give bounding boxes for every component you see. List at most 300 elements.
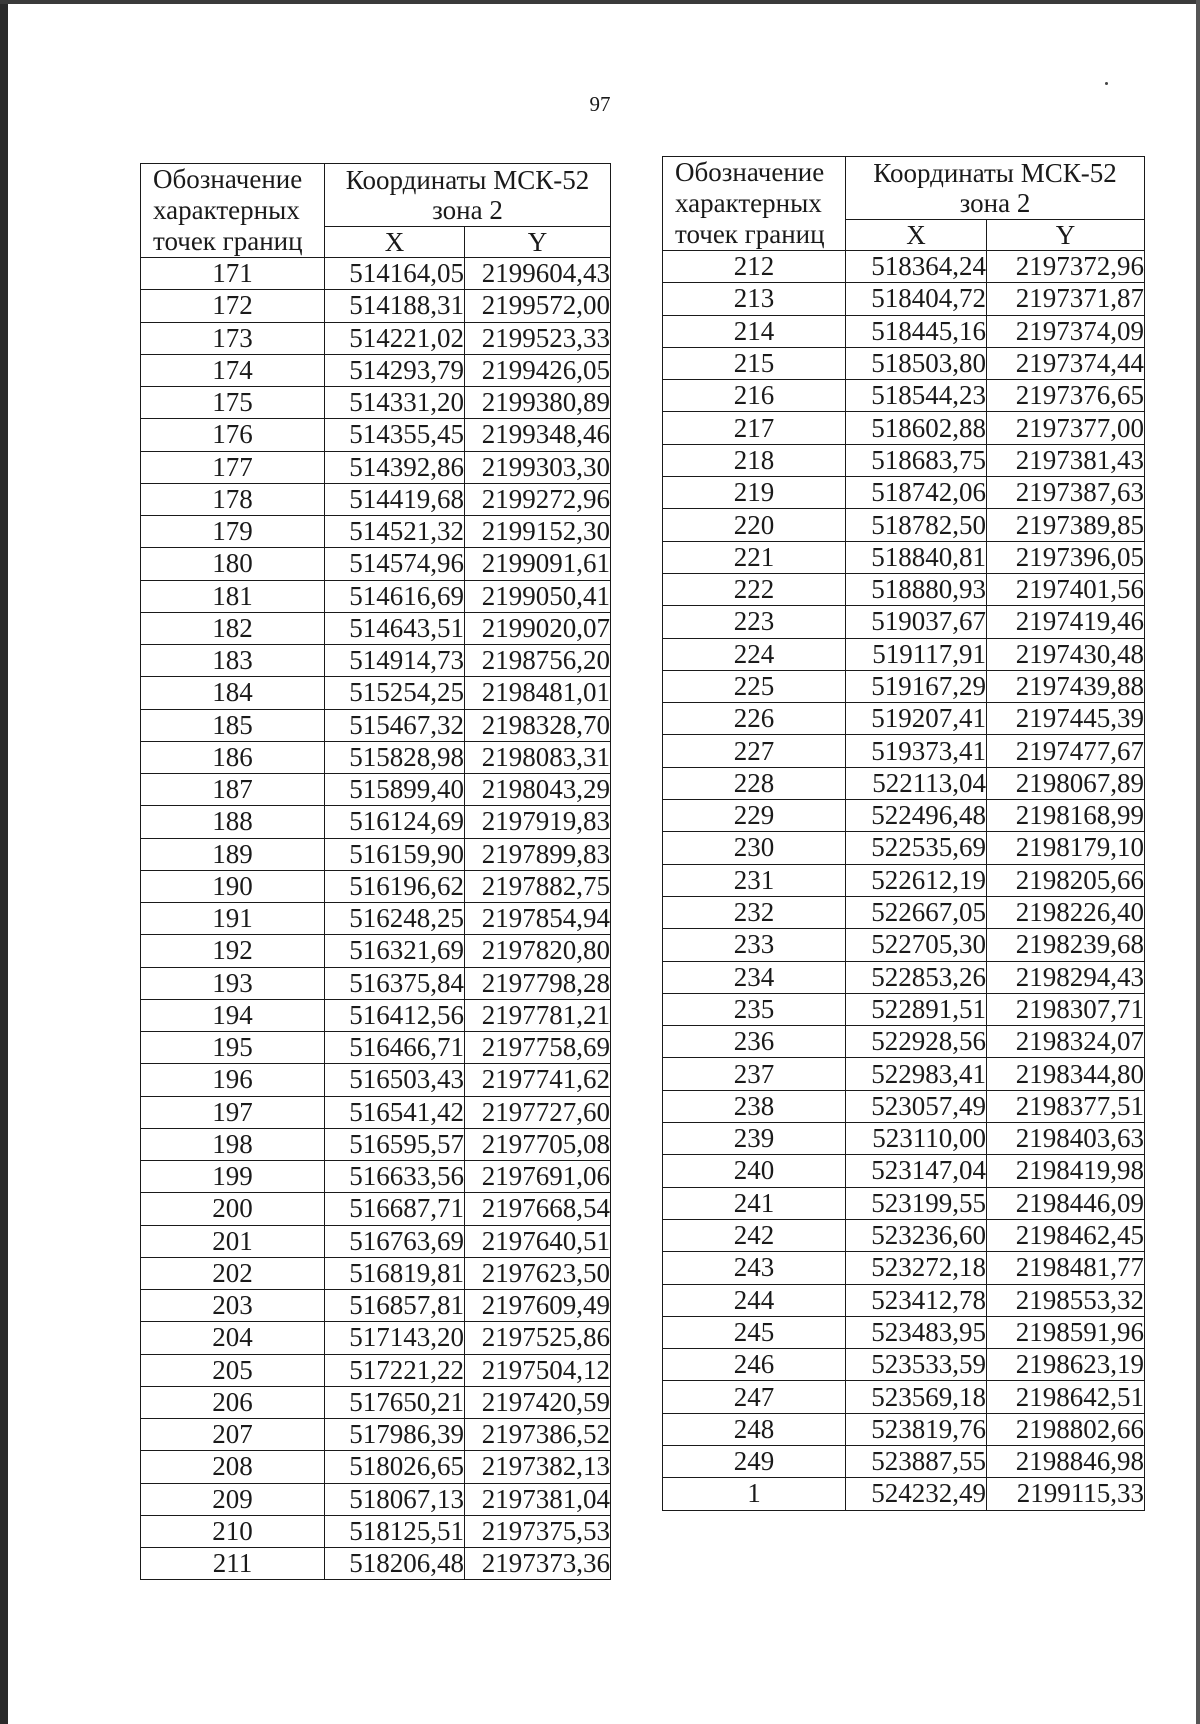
x-coordinate-cell: 523887,55 bbox=[846, 1445, 987, 1477]
y-coordinate-cell: 2197668,54 bbox=[465, 1193, 611, 1225]
y-coordinate-cell: 2197396,05 bbox=[987, 541, 1145, 573]
header-point-designation: Обозначение характерных точек границ bbox=[663, 157, 846, 251]
x-coordinate-cell: 516196,62 bbox=[325, 870, 465, 902]
point-number-cell: 221 bbox=[663, 541, 846, 573]
header-y: Y bbox=[987, 220, 1145, 251]
x-coordinate-cell: 516857,81 bbox=[325, 1290, 465, 1322]
y-coordinate-cell: 2197381,04 bbox=[465, 1483, 611, 1515]
x-coordinate-cell: 518067,13 bbox=[325, 1483, 465, 1515]
y-coordinate-cell: 2197401,56 bbox=[987, 573, 1145, 605]
x-coordinate-cell: 522705,30 bbox=[846, 929, 987, 961]
table-row bbox=[663, 961, 1145, 993]
table-body-right bbox=[663, 251, 1145, 1511]
point-number-cell: 183 bbox=[141, 645, 325, 677]
table-row bbox=[663, 347, 1145, 379]
y-coordinate-cell: 2199426,05 bbox=[465, 354, 611, 386]
table-row bbox=[663, 541, 1145, 573]
table-row bbox=[141, 870, 611, 902]
point-number-cell: 202 bbox=[141, 1257, 325, 1289]
x-coordinate-cell: 522612,19 bbox=[846, 864, 987, 896]
x-coordinate-cell: 514574,96 bbox=[325, 548, 465, 580]
table-row bbox=[141, 1515, 611, 1547]
x-coordinate-cell: 518840,81 bbox=[846, 541, 987, 573]
point-number-cell: 184 bbox=[141, 677, 325, 709]
table-row bbox=[663, 670, 1145, 702]
point-number-cell: 176 bbox=[141, 419, 325, 451]
x-coordinate-cell: 523272,18 bbox=[846, 1252, 987, 1284]
y-coordinate-cell: 2197504,12 bbox=[465, 1354, 611, 1386]
table-row bbox=[141, 1064, 611, 1096]
y-coordinate-cell: 2198802,66 bbox=[987, 1413, 1145, 1445]
y-coordinate-cell: 2197377,00 bbox=[987, 412, 1145, 444]
y-coordinate-cell: 2199272,96 bbox=[465, 483, 611, 515]
table-row bbox=[141, 1386, 611, 1418]
x-coordinate-cell: 522667,05 bbox=[846, 896, 987, 928]
table-row bbox=[663, 1252, 1145, 1284]
point-number-cell: 177 bbox=[141, 451, 325, 483]
point-number-cell: 236 bbox=[663, 1026, 846, 1058]
x-coordinate-cell: 522113,04 bbox=[846, 767, 987, 799]
x-coordinate-cell: 516466,71 bbox=[325, 1032, 465, 1064]
x-coordinate-cell: 518125,51 bbox=[325, 1515, 465, 1547]
point-number-cell: 246 bbox=[663, 1349, 846, 1381]
point-number-cell: 226 bbox=[663, 703, 846, 735]
x-coordinate-cell: 514392,86 bbox=[325, 451, 465, 483]
point-number-cell: 192 bbox=[141, 935, 325, 967]
y-coordinate-cell: 2198328,70 bbox=[465, 709, 611, 741]
point-number-cell: 210 bbox=[141, 1515, 325, 1547]
x-coordinate-cell: 516159,90 bbox=[325, 838, 465, 870]
x-coordinate-cell: 517221,22 bbox=[325, 1354, 465, 1386]
table-row bbox=[141, 387, 611, 419]
x-coordinate-cell: 523412,78 bbox=[846, 1284, 987, 1316]
y-coordinate-cell: 2197798,28 bbox=[465, 967, 611, 999]
x-coordinate-cell: 523819,76 bbox=[846, 1413, 987, 1445]
point-number-cell: 198 bbox=[141, 1128, 325, 1160]
point-number-cell: 227 bbox=[663, 735, 846, 767]
point-number-cell: 219 bbox=[663, 477, 846, 509]
x-coordinate-cell: 516503,43 bbox=[325, 1064, 465, 1096]
table-row bbox=[141, 806, 611, 838]
table-row bbox=[141, 741, 611, 773]
point-number-cell: 215 bbox=[663, 347, 846, 379]
x-coordinate-cell: 516633,56 bbox=[325, 1161, 465, 1193]
point-number-cell: 1 bbox=[663, 1478, 846, 1510]
y-coordinate-cell: 2199152,30 bbox=[465, 516, 611, 548]
y-coordinate-cell: 2198403,63 bbox=[987, 1123, 1145, 1155]
y-coordinate-cell: 2197419,46 bbox=[987, 606, 1145, 638]
point-number-cell: 193 bbox=[141, 967, 325, 999]
y-coordinate-cell: 2197758,69 bbox=[465, 1032, 611, 1064]
table-row bbox=[663, 477, 1145, 509]
x-coordinate-cell: 516763,69 bbox=[325, 1225, 465, 1257]
table-row bbox=[663, 800, 1145, 832]
point-number-cell: 233 bbox=[663, 929, 846, 961]
point-number-cell: 243 bbox=[663, 1252, 846, 1284]
x-coordinate-cell: 518206,48 bbox=[325, 1548, 465, 1580]
x-coordinate-cell: 523110,00 bbox=[846, 1123, 987, 1155]
table-row bbox=[141, 838, 611, 870]
x-coordinate-cell: 518544,23 bbox=[846, 380, 987, 412]
point-number-cell: 216 bbox=[663, 380, 846, 412]
x-coordinate-cell: 518683,75 bbox=[846, 444, 987, 476]
point-number-cell: 174 bbox=[141, 354, 325, 386]
table-row bbox=[141, 709, 611, 741]
point-number-cell: 214 bbox=[663, 315, 846, 347]
x-coordinate-cell: 523057,49 bbox=[846, 1090, 987, 1122]
y-coordinate-cell: 2197375,53 bbox=[465, 1515, 611, 1547]
point-number-cell: 239 bbox=[663, 1123, 846, 1155]
point-number-cell: 189 bbox=[141, 838, 325, 870]
table-row bbox=[141, 322, 611, 354]
x-coordinate-cell: 517143,20 bbox=[325, 1322, 465, 1354]
x-coordinate-cell: 514616,69 bbox=[325, 580, 465, 612]
table-row bbox=[663, 735, 1145, 767]
table-row bbox=[663, 638, 1145, 670]
point-number-cell: 171 bbox=[141, 258, 325, 290]
y-coordinate-cell: 2198179,10 bbox=[987, 832, 1145, 864]
point-number-cell: 185 bbox=[141, 709, 325, 741]
point-number-cell: 244 bbox=[663, 1284, 846, 1316]
y-coordinate-cell: 2197691,06 bbox=[465, 1161, 611, 1193]
table-row bbox=[663, 606, 1145, 638]
x-coordinate-cell: 518026,65 bbox=[325, 1451, 465, 1483]
table-row bbox=[663, 380, 1145, 412]
x-coordinate-cell: 523199,55 bbox=[846, 1187, 987, 1219]
x-coordinate-cell: 522496,48 bbox=[846, 800, 987, 832]
y-coordinate-cell: 2197445,39 bbox=[987, 703, 1145, 735]
y-coordinate-cell: 2198344,80 bbox=[987, 1058, 1145, 1090]
y-coordinate-cell: 2197389,85 bbox=[987, 509, 1145, 541]
y-coordinate-cell: 2197376,65 bbox=[987, 380, 1145, 412]
point-number-cell: 234 bbox=[663, 961, 846, 993]
table-row bbox=[141, 419, 611, 451]
y-coordinate-cell: 2198481,77 bbox=[987, 1252, 1145, 1284]
table-row bbox=[663, 864, 1145, 896]
point-number-cell: 230 bbox=[663, 832, 846, 864]
point-number-cell: 181 bbox=[141, 580, 325, 612]
point-number-cell: 172 bbox=[141, 290, 325, 322]
table-row bbox=[141, 774, 611, 806]
y-coordinate-cell: 2198623,19 bbox=[987, 1349, 1145, 1381]
point-number-cell: 200 bbox=[141, 1193, 325, 1225]
table-row bbox=[141, 903, 611, 935]
x-coordinate-cell: 514643,51 bbox=[325, 612, 465, 644]
x-coordinate-cell: 518503,80 bbox=[846, 347, 987, 379]
point-number-cell: 223 bbox=[663, 606, 846, 638]
y-coordinate-cell: 2199604,43 bbox=[465, 258, 611, 290]
y-coordinate-cell: 2199572,00 bbox=[465, 290, 611, 322]
table-row bbox=[141, 1096, 611, 1128]
point-number-cell: 175 bbox=[141, 387, 325, 419]
point-number-cell: 204 bbox=[141, 1322, 325, 1354]
table-row bbox=[141, 516, 611, 548]
table-row bbox=[663, 1026, 1145, 1058]
table-row bbox=[141, 290, 611, 322]
y-coordinate-cell: 2199303,30 bbox=[465, 451, 611, 483]
table-row bbox=[663, 1349, 1145, 1381]
table-row bbox=[141, 258, 611, 290]
point-number-cell: 206 bbox=[141, 1386, 325, 1418]
point-number-cell: 197 bbox=[141, 1096, 325, 1128]
y-coordinate-cell: 2199523,33 bbox=[465, 322, 611, 354]
x-coordinate-cell: 522928,56 bbox=[846, 1026, 987, 1058]
x-coordinate-cell: 518364,24 bbox=[846, 251, 987, 283]
y-coordinate-cell: 2198226,40 bbox=[987, 896, 1145, 928]
y-coordinate-cell: 2198043,29 bbox=[465, 774, 611, 806]
x-coordinate-cell: 515828,98 bbox=[325, 741, 465, 773]
header-x: X bbox=[846, 220, 987, 251]
y-coordinate-cell: 2197477,67 bbox=[987, 735, 1145, 767]
y-coordinate-cell: 2197882,75 bbox=[465, 870, 611, 902]
point-number-cell: 242 bbox=[663, 1219, 846, 1251]
point-number-cell: 248 bbox=[663, 1413, 846, 1445]
y-coordinate-cell: 2199348,46 bbox=[465, 419, 611, 451]
x-coordinate-cell: 514331,20 bbox=[325, 387, 465, 419]
point-number-cell: 208 bbox=[141, 1451, 325, 1483]
table-row bbox=[663, 1445, 1145, 1477]
y-coordinate-cell: 2197387,63 bbox=[987, 477, 1145, 509]
point-number-cell: 201 bbox=[141, 1225, 325, 1257]
scan-border-right bbox=[1196, 0, 1200, 1724]
table-row bbox=[663, 251, 1145, 283]
y-coordinate-cell: 2197919,83 bbox=[465, 806, 611, 838]
y-coordinate-cell: 2198756,20 bbox=[465, 645, 611, 677]
point-number-cell: 194 bbox=[141, 999, 325, 1031]
point-number-cell: 187 bbox=[141, 774, 325, 806]
table-row bbox=[141, 1548, 611, 1580]
y-coordinate-cell: 2198591,96 bbox=[987, 1316, 1145, 1348]
x-coordinate-cell: 516412,56 bbox=[325, 999, 465, 1031]
point-number-cell: 188 bbox=[141, 806, 325, 838]
table-row bbox=[663, 703, 1145, 735]
page-number: 97 bbox=[589, 92, 611, 116]
point-number-cell: 235 bbox=[663, 993, 846, 1025]
table-body-left bbox=[141, 258, 611, 1580]
point-number-cell: 241 bbox=[663, 1187, 846, 1219]
point-number-cell: 213 bbox=[663, 283, 846, 315]
x-coordinate-cell: 516248,25 bbox=[325, 903, 465, 935]
x-coordinate-cell: 515254,25 bbox=[325, 677, 465, 709]
header-coordinates: Координаты МСК-52 зона 2 bbox=[846, 157, 1145, 220]
x-coordinate-cell: 518880,93 bbox=[846, 573, 987, 605]
x-coordinate-cell: 519037,67 bbox=[846, 606, 987, 638]
table-row bbox=[663, 1219, 1145, 1251]
y-coordinate-cell: 2197609,49 bbox=[465, 1290, 611, 1322]
table-row bbox=[663, 929, 1145, 961]
header-x: X bbox=[325, 227, 465, 258]
x-coordinate-cell: 523569,18 bbox=[846, 1381, 987, 1413]
x-coordinate-cell: 514221,02 bbox=[325, 322, 465, 354]
header-point-designation: Обозначение характерных точек границ bbox=[141, 164, 325, 258]
y-coordinate-cell: 2198205,66 bbox=[987, 864, 1145, 896]
x-coordinate-cell: 519117,91 bbox=[846, 638, 987, 670]
y-coordinate-cell: 2197525,86 bbox=[465, 1322, 611, 1354]
y-coordinate-cell: 2198377,51 bbox=[987, 1090, 1145, 1122]
point-number-cell: 212 bbox=[663, 251, 846, 283]
point-number-cell: 182 bbox=[141, 612, 325, 644]
y-coordinate-cell: 2197373,36 bbox=[465, 1548, 611, 1580]
point-number-cell: 199 bbox=[141, 1161, 325, 1193]
point-number-cell: 224 bbox=[663, 638, 846, 670]
table-row bbox=[663, 767, 1145, 799]
table-row bbox=[663, 1381, 1145, 1413]
y-coordinate-cell: 2199050,41 bbox=[465, 580, 611, 612]
scan-border-left bbox=[0, 0, 8, 1724]
table-row bbox=[663, 509, 1145, 541]
table-row bbox=[141, 935, 611, 967]
table-row bbox=[663, 832, 1145, 864]
y-coordinate-cell: 2197623,50 bbox=[465, 1257, 611, 1289]
x-coordinate-cell: 518742,06 bbox=[846, 477, 987, 509]
y-coordinate-cell: 2197854,94 bbox=[465, 903, 611, 935]
x-coordinate-cell: 522535,69 bbox=[846, 832, 987, 864]
point-number-cell: 205 bbox=[141, 1354, 325, 1386]
table-row bbox=[141, 1128, 611, 1160]
x-coordinate-cell: 518782,50 bbox=[846, 509, 987, 541]
x-coordinate-cell: 516595,57 bbox=[325, 1128, 465, 1160]
table-row bbox=[141, 1354, 611, 1386]
y-coordinate-cell: 2199091,61 bbox=[465, 548, 611, 580]
table-row bbox=[663, 573, 1145, 605]
x-coordinate-cell: 522983,41 bbox=[846, 1058, 987, 1090]
point-number-cell: 217 bbox=[663, 412, 846, 444]
x-coordinate-cell: 514293,79 bbox=[325, 354, 465, 386]
table-row bbox=[141, 1290, 611, 1322]
y-coordinate-cell: 2197727,60 bbox=[465, 1096, 611, 1128]
table-row bbox=[141, 645, 611, 677]
x-coordinate-cell: 515899,40 bbox=[325, 774, 465, 806]
table-row bbox=[663, 1413, 1145, 1445]
scan-speck bbox=[1105, 82, 1108, 85]
point-number-cell: 173 bbox=[141, 322, 325, 354]
table-row bbox=[663, 1187, 1145, 1219]
point-number-cell: 225 bbox=[663, 670, 846, 702]
header-y: Y bbox=[465, 227, 611, 258]
point-number-cell: 179 bbox=[141, 516, 325, 548]
y-coordinate-cell: 2199380,89 bbox=[465, 387, 611, 419]
point-number-cell: 186 bbox=[141, 741, 325, 773]
point-number-cell: 207 bbox=[141, 1419, 325, 1451]
coordinates-table-left bbox=[140, 163, 611, 1580]
table-row bbox=[141, 1419, 611, 1451]
y-coordinate-cell: 2198083,31 bbox=[465, 741, 611, 773]
y-coordinate-cell: 2198462,45 bbox=[987, 1219, 1145, 1251]
y-coordinate-cell: 2197372,96 bbox=[987, 251, 1145, 283]
table-row bbox=[663, 1123, 1145, 1155]
y-coordinate-cell: 2198239,68 bbox=[987, 929, 1145, 961]
y-coordinate-cell: 2198307,71 bbox=[987, 993, 1145, 1025]
table-row bbox=[663, 1284, 1145, 1316]
x-coordinate-cell: 514188,31 bbox=[325, 290, 465, 322]
x-coordinate-cell: 522891,51 bbox=[846, 993, 987, 1025]
table-row bbox=[141, 1483, 611, 1515]
y-coordinate-cell: 2197899,83 bbox=[465, 838, 611, 870]
table-row bbox=[663, 1155, 1145, 1187]
point-number-cell: 249 bbox=[663, 1445, 846, 1477]
x-coordinate-cell: 523147,04 bbox=[846, 1155, 987, 1187]
x-coordinate-cell: 518404,72 bbox=[846, 283, 987, 315]
x-coordinate-cell: 514419,68 bbox=[325, 483, 465, 515]
y-coordinate-cell: 2197371,87 bbox=[987, 283, 1145, 315]
y-coordinate-cell: 2197382,13 bbox=[465, 1451, 611, 1483]
y-coordinate-cell: 2199020,07 bbox=[465, 612, 611, 644]
point-number-cell: 222 bbox=[663, 573, 846, 605]
table-row bbox=[141, 451, 611, 483]
table-row bbox=[663, 315, 1145, 347]
y-coordinate-cell: 2197386,52 bbox=[465, 1419, 611, 1451]
table-row bbox=[141, 1225, 611, 1257]
y-coordinate-cell: 2198446,09 bbox=[987, 1187, 1145, 1219]
table-row bbox=[663, 896, 1145, 928]
x-coordinate-cell: 514521,32 bbox=[325, 516, 465, 548]
table-row bbox=[141, 677, 611, 709]
y-coordinate-cell: 2198168,99 bbox=[987, 800, 1145, 832]
point-number-cell: 247 bbox=[663, 1381, 846, 1413]
table-row bbox=[141, 580, 611, 612]
point-number-cell: 211 bbox=[141, 1548, 325, 1580]
y-coordinate-cell: 2197430,48 bbox=[987, 638, 1145, 670]
header-coordinates: Координаты МСК-52 зона 2 bbox=[325, 164, 611, 227]
table-row bbox=[663, 1316, 1145, 1348]
point-number-cell: 232 bbox=[663, 896, 846, 928]
point-number-cell: 245 bbox=[663, 1316, 846, 1348]
x-coordinate-cell: 523533,59 bbox=[846, 1349, 987, 1381]
y-coordinate-cell: 2199115,33 bbox=[987, 1478, 1145, 1510]
x-coordinate-cell: 517650,21 bbox=[325, 1386, 465, 1418]
y-coordinate-cell: 2197439,88 bbox=[987, 670, 1145, 702]
point-number-cell: 209 bbox=[141, 1483, 325, 1515]
table-row bbox=[141, 548, 611, 580]
table-row bbox=[141, 1257, 611, 1289]
x-coordinate-cell: 514355,45 bbox=[325, 419, 465, 451]
table-row bbox=[663, 1478, 1145, 1510]
x-coordinate-cell: 516687,71 bbox=[325, 1193, 465, 1225]
point-number-cell: 180 bbox=[141, 548, 325, 580]
table-row bbox=[141, 1322, 611, 1354]
table-row bbox=[141, 1193, 611, 1225]
table-row bbox=[663, 993, 1145, 1025]
table-row bbox=[663, 412, 1145, 444]
table-row bbox=[141, 483, 611, 515]
x-coordinate-cell: 514914,73 bbox=[325, 645, 465, 677]
table-row bbox=[141, 999, 611, 1031]
y-coordinate-cell: 2198067,89 bbox=[987, 767, 1145, 799]
table-row bbox=[141, 1451, 611, 1483]
y-coordinate-cell: 2197374,44 bbox=[987, 347, 1145, 379]
x-coordinate-cell: 523483,95 bbox=[846, 1316, 987, 1348]
table-row bbox=[141, 612, 611, 644]
x-coordinate-cell: 519373,41 bbox=[846, 735, 987, 767]
point-number-cell: 229 bbox=[663, 800, 846, 832]
y-coordinate-cell: 2197640,51 bbox=[465, 1225, 611, 1257]
point-number-cell: 195 bbox=[141, 1032, 325, 1064]
point-number-cell: 196 bbox=[141, 1064, 325, 1096]
y-coordinate-cell: 2198419,98 bbox=[987, 1155, 1145, 1187]
x-coordinate-cell: 514164,05 bbox=[325, 258, 465, 290]
x-coordinate-cell: 515467,32 bbox=[325, 709, 465, 741]
y-coordinate-cell: 2197820,80 bbox=[465, 935, 611, 967]
y-coordinate-cell: 2198642,51 bbox=[987, 1381, 1145, 1413]
table-row bbox=[141, 1032, 611, 1064]
x-coordinate-cell: 519167,29 bbox=[846, 670, 987, 702]
point-number-cell: 228 bbox=[663, 767, 846, 799]
y-coordinate-cell: 2198294,43 bbox=[987, 961, 1145, 993]
y-coordinate-cell: 2197381,43 bbox=[987, 444, 1145, 476]
coordinates-table-right bbox=[662, 156, 1145, 1511]
scan-border-top bbox=[0, 0, 1200, 4]
y-coordinate-cell: 2198553,32 bbox=[987, 1284, 1145, 1316]
